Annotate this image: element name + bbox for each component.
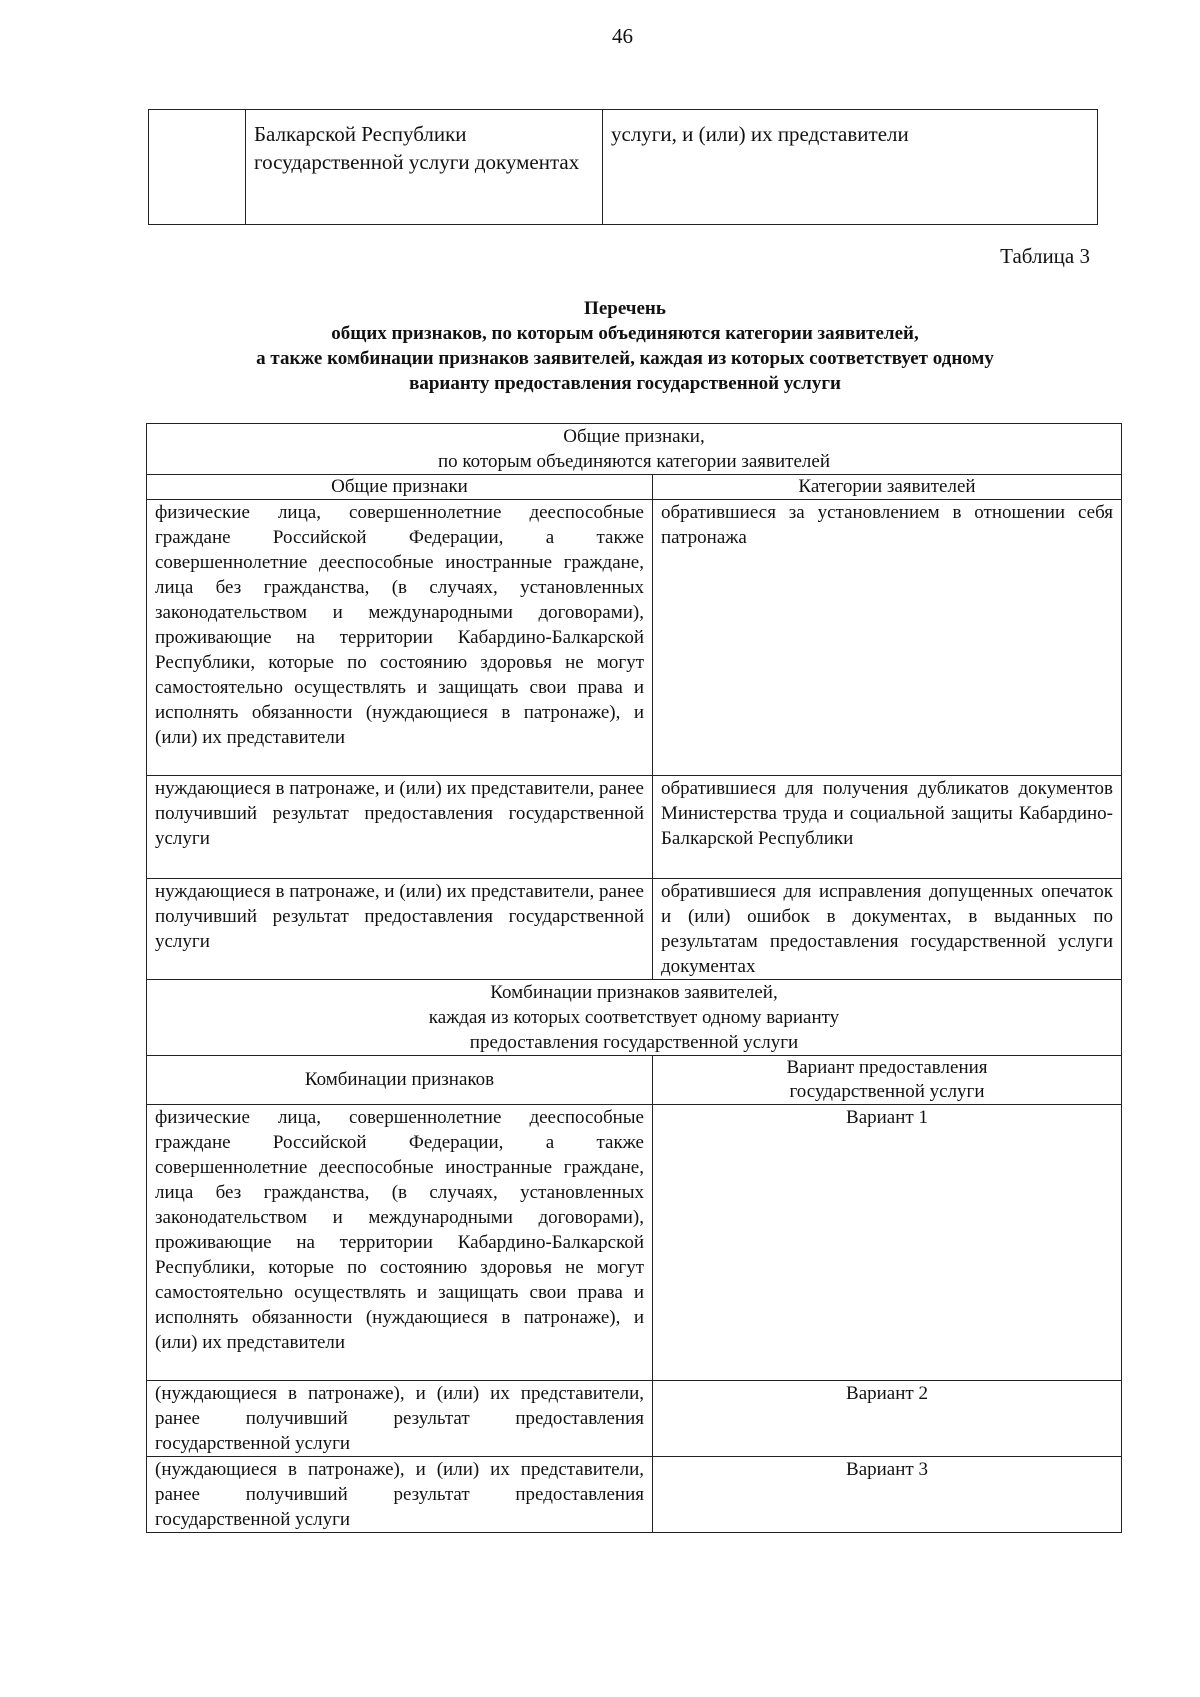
heading-line: Перечень xyxy=(584,298,666,319)
variant-cell: Вариант 2 xyxy=(653,1381,1122,1457)
section-title xyxy=(147,424,1122,475)
table-cell-number xyxy=(149,110,246,225)
combination-cell: физические лица, совершеннолетние дееспособные граждане Российской Федерации, а также совершеннолетние дееспособные иностранные граждане, лица без гражданства, (в случаях, установленных законодательством и международными договорами), проживающие на территории Кабардино-Балкарской Республики, которые по состоянию здоровья не могут самостоятельно осуществлять и защищать свои права и исполнять обязанности (нуждающиеся в патронаже), и (или) их представители xyxy=(147,1105,653,1381)
section-title-line: Комбинации признаков заявителей, xyxy=(490,982,778,1003)
table-cell-description: Балкарской Республики государственной услуги документах xyxy=(246,110,603,225)
table-row xyxy=(147,1381,1122,1457)
column-header-line: государственной услуги xyxy=(789,1081,985,1102)
sign-cell: физические лица, совершеннолетние дееспособные граждане Российской Федерации, а также совершеннолетние дееспособные иностранные граждане, лица без гражданства, (в случаях, установленных законодательством и международными договорами), проживающие на территории Кабардино-Балкарской Республики, которые по состоянию здоровья не могут самостоятельно осуществлять и защищать свои права и исполнять обязанности (нуждающиеся в патронаже), и (или) их представители xyxy=(147,500,653,776)
page-number: 46 xyxy=(612,24,633,48)
column-header: Категории заявителей xyxy=(653,475,1122,500)
sign-cell: нуждающиеся в патронаже, и (или) их представители, ранее получивший результат предоставления государственной услуги xyxy=(147,879,653,980)
applicant-signs-table xyxy=(146,423,1122,1533)
table-heading xyxy=(150,296,1100,396)
column-header xyxy=(653,1056,1122,1105)
sign-cell: нуждающиеся в патронаже, и (или) их представители, ранее получивший результат предоставления государственной услуги xyxy=(147,776,653,879)
category-cell: обратившиеся для получения дубликатов документов Министерства труда и социальной защиты Кабардино-Балкарской Республики xyxy=(653,776,1122,879)
heading-line: а также комбинации признаков заявителей, каждая из которых соответствует одному xyxy=(256,348,994,369)
section-title-row xyxy=(147,424,1122,475)
section-title-line: Общие признаки, xyxy=(563,426,705,447)
category-cell: обратившиеся за установлением в отношении себя патронажа xyxy=(653,500,1122,776)
combination-cell: (нуждающиеся в патронаже), и (или) их представители, ранее получивший результат предоставления государственной услуги xyxy=(147,1457,653,1533)
table-row xyxy=(147,500,1122,776)
category-cell: обратившиеся для исправления допущенных опечаток и (или) ошибок в документах, в выданных по результатам предоставления государственной услуги документах xyxy=(653,879,1122,980)
table-row xyxy=(147,879,1122,980)
variant-cell: Вариант 3 xyxy=(653,1457,1122,1533)
continued-table xyxy=(148,109,1098,225)
table-row xyxy=(147,1105,1122,1381)
section-title-line: предоставления государственной услуги xyxy=(469,1032,799,1053)
table-row xyxy=(147,1457,1122,1533)
section-title-line: каждая из которых соответствует одному варианту xyxy=(428,1007,840,1028)
section-title xyxy=(147,980,1122,1056)
column-header-line: Вариант предоставления xyxy=(786,1057,988,1078)
table-cell-applicants: услуги, и (или) их представители xyxy=(603,110,1098,225)
table-label: Таблица 3 xyxy=(1000,244,1090,268)
variant-cell: Вариант 1 xyxy=(653,1105,1122,1381)
table-row xyxy=(147,776,1122,879)
section-title-row xyxy=(147,980,1122,1056)
heading-line: варианту предоставления государственной услуги xyxy=(409,373,841,394)
section-title-line: по которым объединяются категории заявителей xyxy=(437,451,831,472)
table-row xyxy=(149,110,1098,225)
column-header-row xyxy=(147,1056,1122,1105)
column-header: Комбинации признаков xyxy=(147,1056,653,1105)
column-header-row xyxy=(147,475,1122,500)
column-header: Общие признаки xyxy=(147,475,653,500)
combination-cell: (нуждающиеся в патронаже), и (или) их представители, ранее получивший результат предоставления государственной услуги xyxy=(147,1381,653,1457)
heading-line: общих признаков, по которым объединяются категории заявителей, xyxy=(331,323,919,344)
